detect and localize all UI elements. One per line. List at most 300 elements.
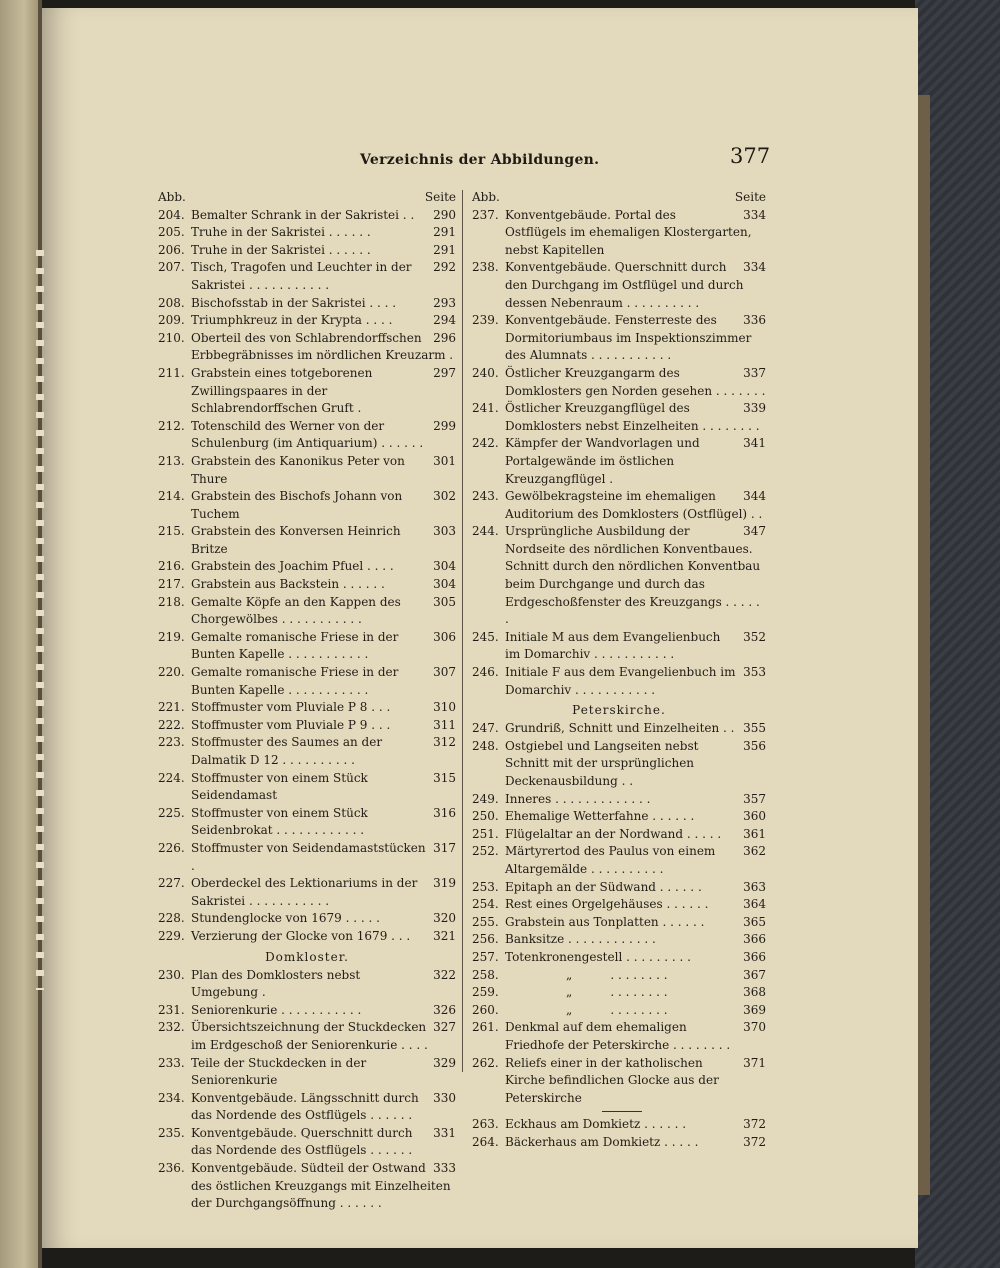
- entry-body: [191, 770, 456, 805]
- page-reference: 356: [743, 738, 766, 753]
- figure-number: 221.: [158, 700, 185, 715]
- entry-body: [505, 1019, 766, 1054]
- figure-description: Verzierung der Glocke von 1679 . . .: [191, 928, 411, 943]
- figure-number: 237.: [472, 207, 499, 222]
- entry-body: [191, 1160, 456, 1213]
- figure-description: Gemalte Köpfe an den Kappen des Chorgewölbes . . . . . . . . . . .: [191, 594, 401, 627]
- list-item: [472, 488, 766, 523]
- figure-number: 208.: [158, 295, 185, 310]
- page-reference: 299: [433, 418, 456, 433]
- figure-number: 251.: [472, 826, 499, 841]
- page-reference: 341: [743, 436, 766, 451]
- page-reference: 302: [433, 489, 456, 504]
- entry-body: [191, 207, 456, 225]
- page-reference: 322: [433, 967, 456, 982]
- page-reference: 355: [743, 721, 766, 736]
- page-reference: 336: [743, 313, 766, 328]
- figure-description: Ursprüngliche Ausbildung der Nordseite des nördlichen Konventbaues. Schnitt durch den nördlichen Konventbau beim Durchgange und durch das Erdgeschoßfenster des Kreuzgangs . . . . . .: [505, 524, 761, 627]
- figure-description: Truhe in der Sakristei . . . . . .: [191, 242, 371, 257]
- entry-body: [505, 808, 766, 826]
- figure-number: 205.: [158, 225, 185, 240]
- entry-body: [505, 791, 766, 809]
- figure-description: Stundenglocke von 1679 . . . . .: [191, 911, 380, 926]
- figure-number: 245.: [472, 629, 499, 644]
- entry-body: [505, 1055, 766, 1108]
- page-reference: 344: [743, 489, 766, 504]
- figure-description: Truhe in der Sakristei . . . . . .: [191, 225, 371, 240]
- figure-description: Teile der Stuckdecken in der Seniorenkurie: [191, 1055, 367, 1088]
- section-heading: Domkloster.: [265, 949, 349, 964]
- page-reference: 339: [743, 401, 766, 416]
- list-item: [472, 365, 766, 400]
- page-number: 377: [730, 144, 771, 168]
- entry-body: [505, 365, 766, 400]
- figure-number: 260.: [472, 1002, 499, 1017]
- figure-description: Ehemalige Wetterfahne . . . . . .: [505, 809, 695, 824]
- entry-body: [191, 594, 456, 629]
- page-reference: 294: [433, 313, 456, 328]
- page-reference: 321: [433, 928, 456, 943]
- page-reference: 347: [743, 524, 766, 539]
- figure-number: 227.: [158, 876, 185, 891]
- figure-description: Banksitze . . . . . . . . . . . .: [505, 932, 656, 947]
- entry-body: [505, 1116, 766, 1134]
- page-reference: 334: [743, 207, 766, 222]
- figure-description: Grabstein aus Backstein . . . . . .: [191, 577, 385, 592]
- figure-description: Stoffmuster vom Pluviale P 9 . . .: [191, 717, 391, 732]
- list-item: [158, 576, 456, 594]
- page-reference: 316: [433, 805, 456, 820]
- figure-description: Grabstein aus Tonplatten . . . . . .: [505, 914, 705, 929]
- figure-description: Gemalte romanische Friese in der Bunten Kapelle . . . . . . . . . . .: [191, 629, 399, 662]
- figure-description: Totenschild des Werner von der Schulenburg (im Antiquarium) . . . . . .: [191, 418, 424, 451]
- figure-number: 250.: [472, 809, 499, 824]
- figure-description: Bischofsstab in der Sakristei . . . .: [191, 295, 397, 310]
- entry-body: [191, 664, 456, 699]
- entry-body: [191, 928, 456, 946]
- figure-number: 235.: [158, 1125, 185, 1140]
- entry-body: [191, 523, 456, 558]
- figure-description: Grabstein eines totgeborenen Zwillingspaares in der Schlabrendorffschen Gruft .: [191, 365, 373, 416]
- entry-body: [505, 523, 766, 629]
- list-item: [158, 365, 456, 418]
- page-reference: 327: [433, 1020, 456, 1035]
- list-item: [472, 967, 766, 985]
- figure-description: Inneres . . . . . . . . . . . . .: [505, 791, 651, 806]
- list-item: [472, 1055, 766, 1108]
- entry-body: [191, 717, 456, 735]
- page-reference: 297: [433, 365, 456, 380]
- list-item: [158, 770, 456, 805]
- page-reference: 368: [743, 985, 766, 1000]
- page-reference: 361: [743, 826, 766, 841]
- entry-body: [191, 453, 456, 488]
- page-reference: 360: [743, 809, 766, 824]
- page-reference: 337: [743, 365, 766, 380]
- entry-body: [191, 259, 456, 294]
- figure-number: 213.: [158, 453, 185, 468]
- page-reference: 330: [433, 1090, 456, 1105]
- entry-body: [191, 330, 456, 365]
- entry-list: [158, 207, 456, 946]
- figure-description: Grabstein des Bischofs Johann von Tuchem: [191, 489, 403, 521]
- list-item: [158, 453, 456, 488]
- entry-body: [505, 312, 766, 365]
- entry-body: [505, 843, 766, 878]
- figure-description: Stoffmuster des Saumes an der Dalmatik D 12 . . . . . . . . . .: [191, 735, 383, 767]
- page-reference: 352: [743, 629, 766, 644]
- figure-description: Bäckerhaus am Domkietz . . . . .: [505, 1134, 699, 1149]
- list-item: [158, 1090, 456, 1125]
- facing-page-edge: [0, 0, 40, 1268]
- list-item: [472, 664, 766, 699]
- page-reference: 320: [433, 911, 456, 926]
- entry-body: [191, 805, 456, 840]
- list-item: [472, 1019, 766, 1054]
- figure-number: 246.: [472, 665, 499, 680]
- figure-number: 229.: [158, 928, 185, 943]
- figure-description: Initiale F aus dem Evangelienbuch im Domarchiv . . . . . . . . . . .: [505, 665, 736, 697]
- column-header: [472, 189, 766, 207]
- list-item: [472, 949, 766, 967]
- entry-body: [505, 488, 766, 523]
- binding-stitches: [36, 250, 44, 990]
- figure-description: „ . . . . . . . .: [505, 985, 668, 1000]
- list-item: [158, 295, 456, 313]
- section-heading: Peterskirche.: [572, 703, 666, 718]
- entry-body: [191, 576, 456, 594]
- figure-description: Konventgebäude. Querschnitt durch den Durchgang im Ostflügel und durch dessen Nebenraum . . . . . . . . . .: [505, 260, 744, 310]
- entry-body: [505, 826, 766, 844]
- entry-body: [505, 207, 766, 260]
- figure-number: 262.: [472, 1055, 499, 1070]
- entry-body: [505, 664, 766, 699]
- figure-description: Bemalter Schrank in der Sakristei . .: [191, 207, 415, 222]
- figure-number: 244.: [472, 524, 499, 539]
- figure-description: Stoffmuster von einem Stück Seidenbrokat . . . . . . . . . . . .: [191, 805, 368, 838]
- entry-body: [191, 365, 456, 418]
- figure-number: 215.: [158, 524, 185, 539]
- page-reference: 310: [433, 700, 456, 715]
- page-reference: 372: [743, 1134, 766, 1149]
- page-reference: 363: [743, 879, 766, 894]
- figure-number: 226.: [158, 840, 185, 855]
- entry-body: [191, 875, 456, 910]
- page-reference: 365: [743, 914, 766, 929]
- page-reference: 371: [743, 1055, 766, 1070]
- figure-description: Oberdeckel des Lektionariums in der Sakristei . . . . . . . . . . .: [191, 876, 418, 908]
- entry-body: [191, 967, 456, 1002]
- figure-number: 209.: [158, 313, 185, 328]
- figure-description: Grabstein des Konversen Heinrich Britze: [191, 524, 401, 556]
- figure-description: Östlicher Kreuzgangflügel des Domklosters nebst Einzelheiten . . . . . . . .: [505, 401, 760, 433]
- list-item: [158, 717, 456, 735]
- figure-description: Grundriß, Schnitt und Einzelheiten . .: [505, 721, 735, 736]
- entry-body: [191, 1019, 456, 1054]
- list-item: [158, 734, 456, 769]
- figure-number: 255.: [472, 914, 499, 929]
- list-item: [158, 1019, 456, 1054]
- list-item: [472, 808, 766, 826]
- figure-number: 263.: [472, 1117, 499, 1132]
- figure-number: 232.: [158, 1020, 185, 1035]
- list-item: [472, 720, 766, 738]
- page-reference: 307: [433, 665, 456, 680]
- list-item: [158, 967, 456, 1002]
- list-item: [472, 1134, 766, 1152]
- entry-body: [191, 840, 456, 875]
- figure-number: 214.: [158, 489, 185, 504]
- page-reference: 366: [743, 932, 766, 947]
- list-item: [472, 826, 766, 844]
- list-item: [158, 523, 456, 558]
- figure-description: Konventgebäude. Längsschnitt durch das Nordende des Ostflügels . . . . . .: [191, 1090, 419, 1123]
- list-item: [472, 738, 766, 791]
- figure-description: Konventgebäude. Südteil der Ostwand des östlichen Kreuzgangs mit Einzelheiten der Durchgangsöffnung . . . . . .: [191, 1161, 451, 1211]
- entry-body: [505, 1134, 766, 1152]
- abb-label: Abb.: [472, 190, 500, 204]
- page-reference: 334: [743, 260, 766, 275]
- figure-number: 264.: [472, 1134, 499, 1149]
- page-reference: 301: [433, 453, 456, 468]
- list-item: [158, 224, 456, 242]
- figure-description: Epitaph an der Südwand . . . . . .: [505, 879, 702, 894]
- entry-body: [191, 629, 456, 664]
- figure-number: 242.: [472, 436, 499, 451]
- entry-body: [191, 699, 456, 717]
- list-item: [472, 984, 766, 1002]
- page-reference: 369: [743, 1002, 766, 1017]
- figure-number: 223.: [158, 735, 185, 750]
- list-item: [158, 242, 456, 260]
- figure-description: Denkmal auf dem ehemaligen Friedhofe der Peterskirche . . . . . . . .: [505, 1020, 731, 1052]
- figure-number: 222.: [158, 717, 185, 732]
- list-item: [158, 928, 456, 946]
- figure-number: 211.: [158, 365, 185, 380]
- figure-number: 249.: [472, 791, 499, 806]
- entry-list: [472, 207, 766, 700]
- page-reference: 304: [433, 577, 456, 592]
- list-item: [158, 1002, 456, 1020]
- page-reference: 296: [433, 330, 456, 345]
- figure-description: Reliefs einer in der katholischen Kirche befindlichen Glocke aus der Peterskirche: [505, 1055, 719, 1105]
- seite-label: Seite: [424, 190, 456, 204]
- page-reference: 293: [433, 295, 456, 310]
- list-item: [472, 312, 766, 365]
- figure-description: Seniorenkurie . . . . . . . . . . .: [191, 1002, 362, 1017]
- list-item: [472, 207, 766, 260]
- entry-body: [505, 984, 766, 1002]
- right-column: [472, 189, 766, 1151]
- list-item: [158, 558, 456, 576]
- page-reference: 362: [743, 844, 766, 859]
- page-reference: 331: [433, 1125, 456, 1140]
- list-item: [158, 910, 456, 928]
- page-reference: 315: [433, 770, 456, 785]
- figure-number: 257.: [472, 949, 499, 964]
- entry-body: [505, 879, 766, 897]
- entry-body: [191, 295, 456, 313]
- seite-label: Seite: [734, 190, 766, 204]
- figure-number: 212.: [158, 418, 185, 433]
- figure-number: 239.: [472, 313, 499, 328]
- list-item: [472, 435, 766, 488]
- page-reference: 372: [743, 1117, 766, 1132]
- entry-body: [191, 1055, 456, 1090]
- figure-number: 252.: [472, 844, 499, 859]
- entry-body: [505, 400, 766, 435]
- entry-body: [191, 488, 456, 523]
- figure-description: Eckhaus am Domkietz . . . . . .: [505, 1117, 687, 1132]
- figure-number: 210.: [158, 330, 185, 345]
- entry-body: [505, 1002, 766, 1020]
- figure-description: „ . . . . . . . .: [505, 967, 668, 982]
- page-reference: 353: [743, 665, 766, 680]
- entry-body: [505, 914, 766, 932]
- entry-body: [191, 312, 456, 330]
- figure-number: 234.: [158, 1090, 185, 1105]
- entry-body: [505, 629, 766, 664]
- figure-number: 206.: [158, 242, 185, 257]
- figure-description: Tisch, Tragofen und Leuchter in der Sakristei . . . . . . . . . . .: [191, 260, 412, 292]
- page-reference: 329: [433, 1055, 456, 1070]
- figure-description: Östlicher Kreuzgangarm des Domklosters gen Norden gesehen . . . . . . .: [505, 365, 766, 398]
- list-item: [472, 843, 766, 878]
- figure-description: Märtyrertod des Paulus von einem Altargemälde . . . . . . . . . .: [505, 844, 716, 876]
- figure-number: 230.: [158, 967, 185, 982]
- figure-number: 259.: [472, 985, 499, 1000]
- abb-label: Abb.: [158, 190, 186, 204]
- figure-number: 220.: [158, 665, 185, 680]
- page-reference: 319: [433, 876, 456, 891]
- figure-description: Rest eines Orgelgehäuses . . . . . .: [505, 897, 709, 912]
- page-reference: 333: [433, 1161, 456, 1176]
- page-reference: 303: [433, 524, 456, 539]
- entry-list: [472, 1116, 766, 1151]
- figure-number: 233.: [158, 1055, 185, 1070]
- list-item: [158, 1125, 456, 1160]
- column-header: [158, 189, 456, 207]
- figure-description: Plan des Domklosters nebst Umgebung .: [191, 967, 361, 1000]
- page-reference: 304: [433, 559, 456, 574]
- list-item: [472, 914, 766, 932]
- figure-number: 247.: [472, 721, 499, 736]
- entry-body: [191, 558, 456, 576]
- figure-number: 258.: [472, 967, 499, 982]
- entry-body: [191, 242, 456, 260]
- figure-number: 241.: [472, 401, 499, 416]
- list-item: [158, 875, 456, 910]
- page-reference: 357: [743, 791, 766, 806]
- figure-number: 236.: [158, 1161, 185, 1176]
- figure-number: 225.: [158, 805, 185, 820]
- figure-number: 228.: [158, 911, 185, 926]
- list-item: [472, 259, 766, 312]
- running-header: Verzeichnis der Abbildungen.: [360, 152, 600, 168]
- figure-number: 243.: [472, 489, 499, 504]
- figure-description: Initiale M aus dem Evangelienbuch im Domarchiv . . . . . . . . . . .: [505, 629, 721, 662]
- list-item: [158, 629, 456, 664]
- page-reference: 317: [433, 840, 456, 855]
- entry-body: [505, 931, 766, 949]
- entry-body: [505, 435, 766, 488]
- list-item: [472, 896, 766, 914]
- list-item: [472, 1116, 766, 1134]
- entry-body: [191, 418, 456, 453]
- entry-body: [505, 967, 766, 985]
- column-divider: [462, 190, 463, 1072]
- figure-description: Grabstein des Joachim Pfuel . . . .: [191, 559, 394, 574]
- list-item: [158, 488, 456, 523]
- entry-body: [191, 224, 456, 242]
- figure-number: 224.: [158, 770, 185, 785]
- figure-number: 261.: [472, 1020, 499, 1035]
- figure-description: Triumphkreuz in der Krypta . . . .: [191, 313, 393, 328]
- figure-number: 240.: [472, 365, 499, 380]
- page-reference: 291: [433, 242, 456, 257]
- list-item: [158, 840, 456, 875]
- page-reference: 326: [433, 1002, 456, 1017]
- entry-body: [191, 910, 456, 928]
- page-reference: 305: [433, 594, 456, 609]
- figure-number: 256.: [472, 932, 499, 947]
- section-rule: [602, 1111, 642, 1112]
- figure-description: Flügelaltar an der Nordwand . . . . .: [505, 826, 722, 841]
- list-item: [158, 664, 456, 699]
- figure-number: 216.: [158, 559, 185, 574]
- list-item: [472, 879, 766, 897]
- list-item: [158, 330, 456, 365]
- entry-list: [472, 720, 766, 1107]
- page-reference: 366: [743, 949, 766, 964]
- entry-body: [505, 896, 766, 914]
- list-item: [158, 805, 456, 840]
- figure-description: Konventgebäude. Portal des Ostflügels im ehemaligen Klostergarten, nebst Kapitellen: [505, 207, 752, 257]
- figure-description: Gemalte romanische Friese in der Bunten Kapelle . . . . . . . . . . .: [191, 665, 399, 697]
- page-reference: 292: [433, 260, 456, 275]
- figure-number: 231.: [158, 1002, 185, 1017]
- list-item: [472, 1002, 766, 1020]
- figure-number: 254.: [472, 897, 499, 912]
- page-reference: 312: [433, 735, 456, 750]
- entry-body: [505, 259, 766, 312]
- list-item: [472, 629, 766, 664]
- entry-body: [191, 1125, 456, 1160]
- list-item: [472, 400, 766, 435]
- entry-body: [505, 720, 766, 738]
- figure-number: 217.: [158, 577, 185, 592]
- figure-description: Oberteil des von Schlabrendorffschen Erbbegräbnisses im nördlichen Kreuzarm .: [191, 330, 454, 363]
- entry-body: [505, 738, 766, 791]
- figure-number: 218.: [158, 594, 185, 609]
- page-reference: 306: [433, 629, 456, 644]
- page-reference: 290: [433, 207, 456, 222]
- figure-description: Konventgebäude. Querschnitt durch das Nordende des Ostflügels . . . . . .: [191, 1125, 413, 1158]
- page-reference: 370: [743, 1020, 766, 1035]
- figure-description: Grabstein des Kanonikus Peter von Thure: [191, 453, 405, 486]
- figure-number: 219.: [158, 629, 185, 644]
- figure-number: 248.: [472, 738, 499, 753]
- figure-description: Stoffmuster von einem Stück Seidendamast: [191, 770, 368, 803]
- figure-description: Gewölbekragsteine im ehemaligen Auditorium des Domklosters (Ostflügel) . .: [505, 489, 763, 521]
- entry-body: [191, 1090, 456, 1125]
- figure-description: Konventgebäude. Fensterreste des Dormitoriumbaus im Inspektionszimmer des Alumnats . . . . . . . . . . .: [505, 313, 752, 363]
- figure-description: Übersichtszeichnung der Stuckdecken im Erdgeschoß der Seniorenkurie . . . .: [191, 1020, 428, 1052]
- figure-number: 207.: [158, 260, 185, 275]
- list-item: [158, 207, 456, 225]
- page-reference: 311: [433, 717, 456, 732]
- page-reference: 367: [743, 967, 766, 982]
